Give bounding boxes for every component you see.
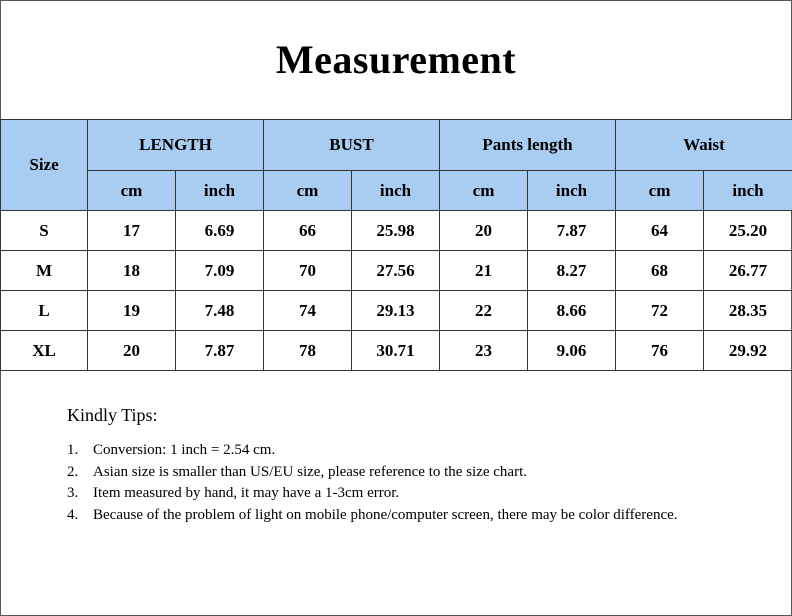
table-cell: 18	[88, 251, 176, 291]
tip-text: Item measured by hand, it may have a 1-3cm error.	[93, 485, 400, 501]
table-cell: 76	[616, 331, 704, 371]
table-cell: 30.71	[352, 331, 440, 371]
size-cell: XL	[1, 331, 88, 371]
table-cell: 20	[440, 211, 528, 251]
tips-list	[67, 440, 707, 526]
table-cell: 68	[616, 251, 704, 291]
table-cell: 74	[264, 291, 352, 331]
table-cell: 28.35	[704, 291, 792, 331]
list-number: 1.	[67, 442, 79, 458]
unit-header: cm	[440, 171, 528, 211]
table-cell: 21	[440, 251, 528, 291]
table-row	[1, 211, 792, 251]
table-cell: 8.66	[528, 291, 616, 331]
page-title: Measurement	[275, 37, 517, 82]
group-header: LENGTH	[88, 120, 264, 171]
table-cell: 7.87	[528, 211, 616, 251]
tip-text: Asian size is smaller than US/EU size, please reference to the size chart.	[93, 463, 527, 480]
table-cell: 26.77	[704, 251, 792, 291]
table-row	[1, 331, 792, 371]
unit-header: cm	[264, 171, 352, 211]
table-cell: 19	[88, 291, 176, 331]
table-cell: 64	[616, 211, 704, 251]
list-item	[67, 440, 707, 462]
group-header: Pants length	[440, 120, 616, 171]
group-header: Waist	[616, 120, 792, 171]
tip-text: Because of the problem of light on mobile phone/computer screen, there may be color difference.	[93, 506, 678, 523]
unit-header: inch	[352, 171, 440, 211]
unit-header: inch	[176, 171, 264, 211]
table-cell: 7.09	[176, 251, 264, 291]
table-cell: 7.87	[176, 331, 264, 371]
unit-header: inch	[528, 171, 616, 211]
table-cell: 8.27	[528, 251, 616, 291]
table-cell: 22	[440, 291, 528, 331]
tip-text: Conversion: 1 inch = 2.54 cm.	[93, 442, 276, 458]
table-cell: 29.92	[704, 331, 792, 371]
tips-section	[67, 405, 707, 526]
table-cell: 66	[264, 211, 352, 251]
table-row	[1, 291, 792, 331]
table-cell: 78	[264, 331, 352, 371]
table-row	[1, 251, 792, 291]
table-cell: 25.20	[704, 211, 792, 251]
table-cell: 23	[440, 331, 528, 371]
list-number: 2.	[67, 463, 79, 480]
group-header: BUST	[264, 120, 440, 171]
unit-header: inch	[704, 171, 792, 211]
table-cell: 27.56	[352, 251, 440, 291]
size-cell: M	[1, 251, 88, 291]
tips-title: Kindly Tips:	[67, 405, 158, 425]
size-cell: S	[1, 211, 88, 251]
size-cell: L	[1, 291, 88, 331]
table-cell: 70	[264, 251, 352, 291]
list-number: 3.	[67, 485, 79, 501]
table-cell: 20	[88, 331, 176, 371]
table-cell: 17	[88, 211, 176, 251]
group-header-row	[1, 120, 792, 171]
table-cell: 25.98	[352, 211, 440, 251]
table-cell: 72	[616, 291, 704, 331]
unit-header: cm	[88, 171, 176, 211]
list-item	[67, 462, 707, 484]
table-cell: 6.69	[176, 211, 264, 251]
list-item	[67, 483, 707, 505]
size-header: Size	[1, 120, 88, 211]
unit-header: cm	[616, 171, 704, 211]
table-cell: 29.13	[352, 291, 440, 331]
table-cell: 9.06	[528, 331, 616, 371]
unit-header-row	[1, 171, 792, 211]
list-item	[67, 505, 707, 527]
size-chart-table	[0, 119, 792, 371]
table-cell: 7.48	[176, 291, 264, 331]
list-number: 4.	[67, 506, 79, 523]
